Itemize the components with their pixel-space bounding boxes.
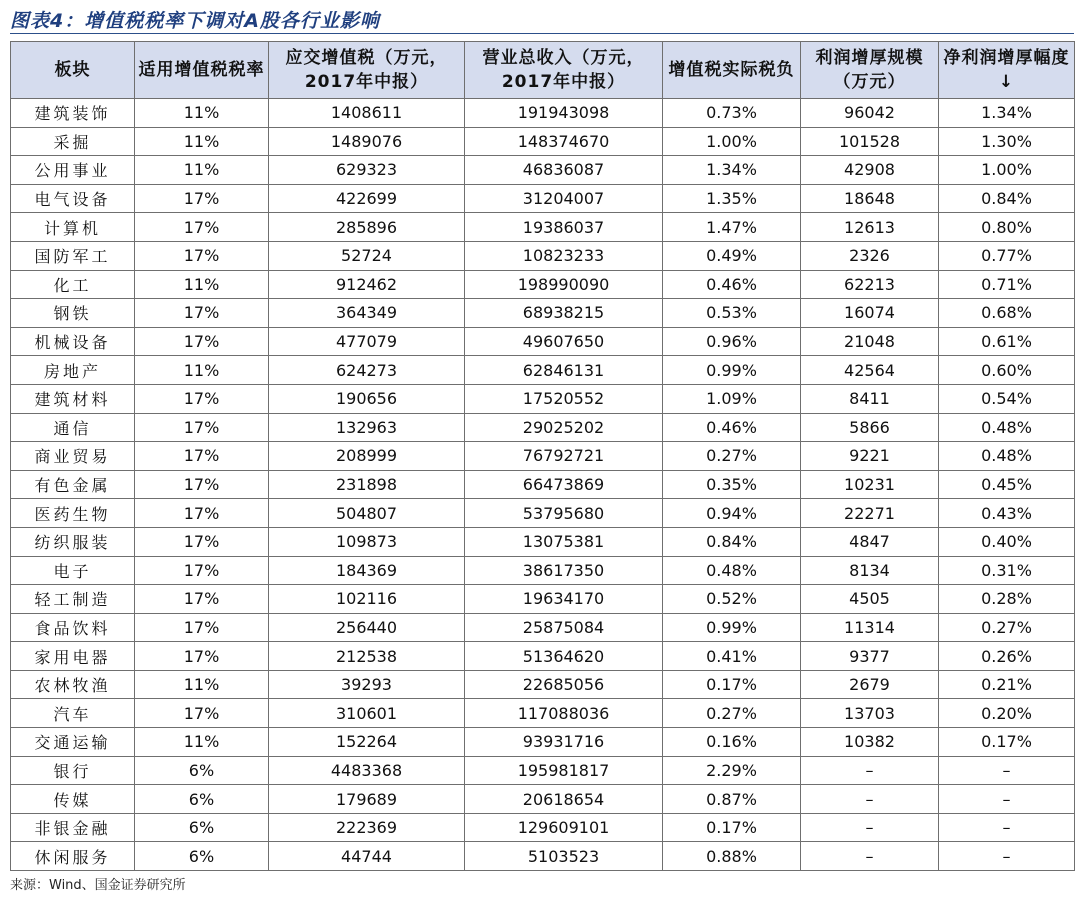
table-body: [11, 99, 1075, 871]
cell-revenue: 49607650: [465, 327, 663, 356]
cell-margin-increase: 1.00%: [939, 156, 1075, 185]
cell-actual-burden: 0.17%: [663, 670, 801, 699]
cell-profit-increase: 96042: [801, 99, 939, 128]
cell-revenue: 191943098: [465, 99, 663, 128]
figure-title: 图表4：增值税税率下调对A股各行业影响: [10, 10, 380, 32]
table-row: [11, 413, 1075, 442]
cell-actual-burden: 0.49%: [663, 241, 801, 270]
table-row: [11, 241, 1075, 270]
cell-sector: 采掘: [11, 127, 135, 156]
cell-actual-burden: 0.88%: [663, 842, 801, 871]
table-row: [11, 642, 1075, 671]
title-divider: [10, 33, 1074, 34]
cell-rate: 17%: [135, 241, 269, 270]
cell-actual-burden: 0.73%: [663, 99, 801, 128]
cell-sector: 建筑材料: [11, 384, 135, 413]
cell-actual-burden: 0.41%: [663, 642, 801, 671]
cell-rate: 17%: [135, 299, 269, 328]
cell-sector: 交通运输: [11, 728, 135, 757]
table-row: [11, 442, 1075, 471]
cell-rate: 17%: [135, 442, 269, 471]
cell-actual-burden: 0.52%: [663, 585, 801, 614]
header-margin-label: 净利润增厚幅度: [943, 48, 1070, 68]
cell-revenue: 51364620: [465, 642, 663, 671]
cell-sector: 轻工制造: [11, 585, 135, 614]
cell-actual-burden: 0.27%: [663, 699, 801, 728]
header-revenue: 营业总收入（万元，2017年中报）: [465, 42, 663, 99]
cell-margin-increase: 0.84%: [939, 184, 1075, 213]
cell-rate: 6%: [135, 756, 269, 785]
table-row: [11, 670, 1075, 699]
cell-sector: 农林牧渔: [11, 670, 135, 699]
table-row: [11, 756, 1075, 785]
cell-vat-payable: 1489076: [269, 127, 465, 156]
cell-profit-increase: 8134: [801, 556, 939, 585]
cell-actual-burden: 0.46%: [663, 413, 801, 442]
cell-actual-burden: 0.87%: [663, 785, 801, 814]
table-row: [11, 785, 1075, 814]
cell-sector: 国防军工: [11, 241, 135, 270]
cell-revenue: 31204007: [465, 184, 663, 213]
cell-vat-payable: 912462: [269, 270, 465, 299]
cell-revenue: 46836087: [465, 156, 663, 185]
source-note: 来源：Wind、国金证券研究所: [10, 878, 186, 893]
cell-vat-payable: 52724: [269, 241, 465, 270]
table-row: [11, 327, 1075, 356]
cell-vat-payable: 504807: [269, 499, 465, 528]
table-row: [11, 813, 1075, 842]
table-row: [11, 728, 1075, 757]
cell-rate: 17%: [135, 556, 269, 585]
cell-revenue: 29025202: [465, 413, 663, 442]
table-row: [11, 556, 1075, 585]
cell-vat-payable: 102116: [269, 585, 465, 614]
cell-actual-burden: 0.27%: [663, 442, 801, 471]
cell-rate: 17%: [135, 327, 269, 356]
table-row: [11, 613, 1075, 642]
cell-sector: 计算机: [11, 213, 135, 242]
header-vat-payable: 应交增值税（万元，2017年中报）: [269, 42, 465, 99]
cell-revenue: 76792721: [465, 442, 663, 471]
table-row: [11, 470, 1075, 499]
cell-vat-payable: 184369: [269, 556, 465, 585]
cell-rate: 17%: [135, 413, 269, 442]
cell-profit-increase: 13703: [801, 699, 939, 728]
cell-actual-burden: 1.35%: [663, 184, 801, 213]
cell-actual-burden: 1.00%: [663, 127, 801, 156]
cell-rate: 6%: [135, 842, 269, 871]
cell-profit-increase: 21048: [801, 327, 939, 356]
cell-sector: 房地产: [11, 356, 135, 385]
cell-rate: 17%: [135, 642, 269, 671]
cell-profit-increase: 18648: [801, 184, 939, 213]
cell-vat-payable: 256440: [269, 613, 465, 642]
cell-profit-increase: 10382: [801, 728, 939, 757]
cell-actual-burden: 0.99%: [663, 356, 801, 385]
cell-vat-payable: 629323: [269, 156, 465, 185]
cell-vat-payable: 190656: [269, 384, 465, 413]
cell-sector: 非银金融: [11, 813, 135, 842]
cell-revenue: 195981817: [465, 756, 663, 785]
cell-vat-payable: 477079: [269, 327, 465, 356]
cell-margin-increase: 1.30%: [939, 127, 1075, 156]
cell-rate: 17%: [135, 613, 269, 642]
cell-margin-increase: 0.17%: [939, 728, 1075, 757]
cell-sector: 商业贸易: [11, 442, 135, 471]
cell-rate: 17%: [135, 699, 269, 728]
table-row: [11, 270, 1075, 299]
cell-profit-increase: 12613: [801, 213, 939, 242]
table-row: [11, 99, 1075, 128]
cell-margin-increase: 0.45%: [939, 470, 1075, 499]
cell-vat-payable: 212538: [269, 642, 465, 671]
cell-actual-burden: 1.09%: [663, 384, 801, 413]
cell-sector: 家用电器: [11, 642, 135, 671]
cell-revenue: 129609101: [465, 813, 663, 842]
cell-sector: 食品饮料: [11, 613, 135, 642]
cell-rate: 11%: [135, 270, 269, 299]
cell-vat-payable: 179689: [269, 785, 465, 814]
cell-actual-burden: 0.46%: [663, 270, 801, 299]
cell-margin-increase: –: [939, 813, 1075, 842]
cell-revenue: 10823233: [465, 241, 663, 270]
cell-revenue: 20618654: [465, 785, 663, 814]
cell-actual-burden: 1.47%: [663, 213, 801, 242]
cell-actual-burden: 0.84%: [663, 527, 801, 556]
cell-vat-payable: 222369: [269, 813, 465, 842]
table-row: [11, 585, 1075, 614]
cell-sector: 纺织服装: [11, 527, 135, 556]
cell-revenue: 22685056: [465, 670, 663, 699]
cell-profit-increase: 42564: [801, 356, 939, 385]
cell-sector: 传媒: [11, 785, 135, 814]
header-row: [11, 42, 1075, 99]
cell-vat-payable: 152264: [269, 728, 465, 757]
header-sector: 板块: [11, 42, 135, 99]
cell-revenue: 53795680: [465, 499, 663, 528]
cell-margin-increase: 0.31%: [939, 556, 1075, 585]
cell-margin-increase: 0.54%: [939, 384, 1075, 413]
cell-profit-increase: 11314: [801, 613, 939, 642]
cell-vat-payable: 624273: [269, 356, 465, 385]
cell-sector: 医药生物: [11, 499, 135, 528]
cell-rate: 11%: [135, 156, 269, 185]
cell-margin-increase: 0.68%: [939, 299, 1075, 328]
cell-profit-increase: 5866: [801, 413, 939, 442]
cell-revenue: 13075381: [465, 527, 663, 556]
cell-vat-payable: 231898: [269, 470, 465, 499]
cell-sector: 公用事业: [11, 156, 135, 185]
cell-sector: 有色金属: [11, 470, 135, 499]
cell-margin-increase: 0.48%: [939, 413, 1075, 442]
cell-profit-increase: 9377: [801, 642, 939, 671]
cell-actual-burden: 0.53%: [663, 299, 801, 328]
cell-rate: 17%: [135, 184, 269, 213]
cell-margin-increase: 0.71%: [939, 270, 1075, 299]
cell-profit-increase: 42908: [801, 156, 939, 185]
cell-margin-increase: 0.43%: [939, 499, 1075, 528]
cell-revenue: 5103523: [465, 842, 663, 871]
cell-revenue: 19386037: [465, 213, 663, 242]
table-row: [11, 127, 1075, 156]
cell-actual-burden: 0.99%: [663, 613, 801, 642]
cell-rate: 17%: [135, 499, 269, 528]
cell-sector: 化工: [11, 270, 135, 299]
cell-margin-increase: 0.27%: [939, 613, 1075, 642]
table-row: [11, 156, 1075, 185]
cell-profit-increase: 101528: [801, 127, 939, 156]
cell-rate: 11%: [135, 127, 269, 156]
table-row: [11, 499, 1075, 528]
cell-profit-increase: –: [801, 842, 939, 871]
cell-vat-payable: 44744: [269, 842, 465, 871]
cell-profit-increase: 4847: [801, 527, 939, 556]
sort-descending-icon[interactable]: ↓: [998, 72, 1015, 92]
cell-margin-increase: 0.77%: [939, 241, 1075, 270]
cell-actual-burden: 0.16%: [663, 728, 801, 757]
cell-profit-increase: 2679: [801, 670, 939, 699]
cell-rate: 6%: [135, 785, 269, 814]
table-row: [11, 356, 1075, 385]
table-row: [11, 699, 1075, 728]
cell-revenue: 93931716: [465, 728, 663, 757]
cell-sector: 机械设备: [11, 327, 135, 356]
cell-actual-burden: 2.29%: [663, 756, 801, 785]
header-actual-burden: 增值税实际税负: [663, 42, 801, 99]
cell-vat-payable: 422699: [269, 184, 465, 213]
table-row: [11, 299, 1075, 328]
cell-revenue: 198990090: [465, 270, 663, 299]
cell-revenue: 25875084: [465, 613, 663, 642]
cell-revenue: 66473869: [465, 470, 663, 499]
cell-revenue: 38617350: [465, 556, 663, 585]
cell-margin-increase: 0.21%: [939, 670, 1075, 699]
cell-margin-increase: 0.28%: [939, 585, 1075, 614]
table-row: [11, 213, 1075, 242]
header-profit-increase: 利润增厚规模（万元）: [801, 42, 939, 99]
cell-vat-payable: 109873: [269, 527, 465, 556]
cell-margin-increase: 0.48%: [939, 442, 1075, 471]
cell-actual-burden: 0.48%: [663, 556, 801, 585]
cell-rate: 11%: [135, 728, 269, 757]
cell-sector: 休闲服务: [11, 842, 135, 871]
cell-revenue: 68938215: [465, 299, 663, 328]
cell-profit-increase: 9221: [801, 442, 939, 471]
cell-sector: 通信: [11, 413, 135, 442]
cell-revenue: 17520552: [465, 384, 663, 413]
cell-margin-increase: 1.34%: [939, 99, 1075, 128]
table-row: [11, 384, 1075, 413]
cell-vat-payable: 132963: [269, 413, 465, 442]
cell-rate: 11%: [135, 670, 269, 699]
cell-margin-increase: 0.26%: [939, 642, 1075, 671]
cell-vat-payable: 208999: [269, 442, 465, 471]
cell-margin-increase: 0.60%: [939, 356, 1075, 385]
cell-sector: 电子: [11, 556, 135, 585]
cell-revenue: 148374670: [465, 127, 663, 156]
cell-revenue: 117088036: [465, 699, 663, 728]
cell-sector: 建筑装饰: [11, 99, 135, 128]
table-row: [11, 842, 1075, 871]
cell-profit-increase: 62213: [801, 270, 939, 299]
cell-rate: 17%: [135, 384, 269, 413]
cell-sector: 银行: [11, 756, 135, 785]
cell-vat-payable: 39293: [269, 670, 465, 699]
cell-profit-increase: 2326: [801, 241, 939, 270]
cell-rate: 17%: [135, 585, 269, 614]
cell-margin-increase: 0.80%: [939, 213, 1075, 242]
cell-sector: 汽车: [11, 699, 135, 728]
cell-profit-increase: –: [801, 756, 939, 785]
cell-margin-increase: –: [939, 756, 1075, 785]
cell-rate: 11%: [135, 99, 269, 128]
cell-rate: 17%: [135, 470, 269, 499]
cell-actual-burden: 1.34%: [663, 156, 801, 185]
cell-rate: 17%: [135, 213, 269, 242]
cell-margin-increase: 0.40%: [939, 527, 1075, 556]
cell-profit-increase: 4505: [801, 585, 939, 614]
cell-vat-payable: 364349: [269, 299, 465, 328]
table-row: [11, 527, 1075, 556]
header-margin-increase[interactable]: [939, 42, 1075, 99]
cell-vat-payable: 285896: [269, 213, 465, 242]
cell-profit-increase: 16074: [801, 299, 939, 328]
cell-margin-increase: 0.20%: [939, 699, 1075, 728]
cell-actual-burden: 0.35%: [663, 470, 801, 499]
cell-margin-increase: –: [939, 842, 1075, 871]
vat-impact-table: [10, 41, 1075, 871]
cell-rate: 17%: [135, 527, 269, 556]
cell-actual-burden: 0.17%: [663, 813, 801, 842]
cell-vat-payable: 4483368: [269, 756, 465, 785]
cell-profit-increase: 10231: [801, 470, 939, 499]
cell-profit-increase: –: [801, 785, 939, 814]
cell-profit-increase: 22271: [801, 499, 939, 528]
cell-actual-burden: 0.94%: [663, 499, 801, 528]
cell-sector: 电气设备: [11, 184, 135, 213]
cell-actual-burden: 0.96%: [663, 327, 801, 356]
cell-vat-payable: 1408611: [269, 99, 465, 128]
cell-margin-increase: 0.61%: [939, 327, 1075, 356]
cell-profit-increase: –: [801, 813, 939, 842]
cell-rate: 6%: [135, 813, 269, 842]
table-row: [11, 184, 1075, 213]
cell-margin-increase: –: [939, 785, 1075, 814]
header-rate: 适用增值税税率: [135, 42, 269, 99]
cell-revenue: 62846131: [465, 356, 663, 385]
cell-sector: 钢铁: [11, 299, 135, 328]
cell-rate: 11%: [135, 356, 269, 385]
cell-revenue: 19634170: [465, 585, 663, 614]
cell-profit-increase: 8411: [801, 384, 939, 413]
cell-vat-payable: 310601: [269, 699, 465, 728]
